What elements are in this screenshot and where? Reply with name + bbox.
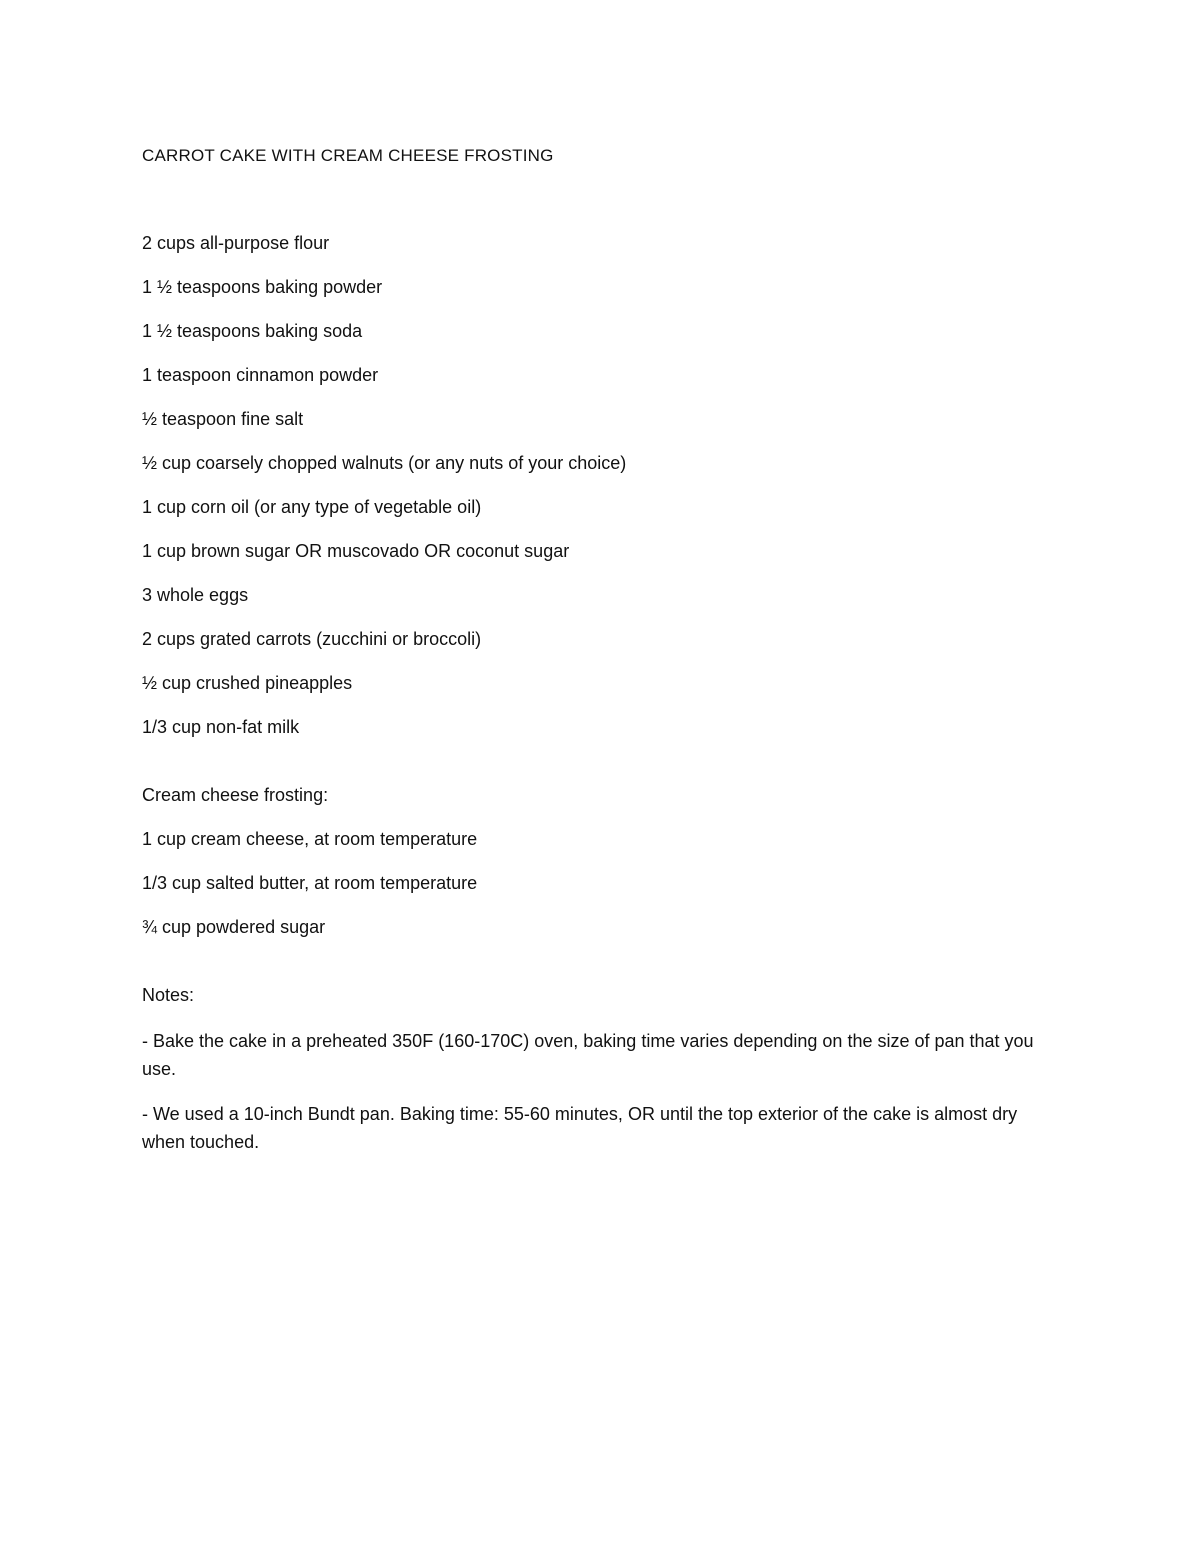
ingredient-item: 1 ½ teaspoons baking powder	[142, 277, 383, 297]
ingredient-item: ½ teaspoon fine salt	[142, 409, 304, 429]
frosting-section	[142, 783, 1042, 939]
notes-section	[142, 983, 1042, 1156]
frosting-item: ¾ cup powdered sugar	[142, 917, 326, 937]
ingredient-item: 3 whole eggs	[142, 585, 249, 605]
frosting-item: 1/3 cup salted butter, at room temperature	[142, 873, 478, 893]
ingredient-item: 1/3 cup non-fat milk	[142, 717, 300, 737]
frosting-item: 1 cup cream cheese, at room temperature	[142, 829, 478, 849]
recipe-content	[142, 144, 1042, 1156]
recipe-title: CARROT CAKE WITH CREAM CHEESE FROSTING	[142, 146, 554, 165]
notes-heading: Notes:	[142, 985, 195, 1005]
ingredient-item: 1 ½ teaspoons baking soda	[142, 321, 363, 341]
frosting-heading: Cream cheese frosting:	[142, 785, 329, 805]
ingredient-item: 2 cups all-purpose flour	[142, 233, 330, 253]
note-item: - Bake the cake in a preheated 350F (160-170C) oven, baking time varies depending on the size of pan that you use.	[142, 1031, 1034, 1079]
ingredient-item: 2 cups grated carrots (zucchini or broccoli)	[142, 629, 482, 649]
ingredient-item: 1 cup corn oil (or any type of vegetable oil)	[142, 497, 482, 517]
ingredient-item: ½ cup coarsely chopped walnuts (or any nuts of your choice)	[142, 453, 627, 473]
note-item: - We used a 10-inch Bundt pan. Baking time: 55-60 minutes, OR until the top exterior of the cake is almost dry when touched.	[142, 1104, 1018, 1152]
ingredient-item: 1 teaspoon cinnamon powder	[142, 365, 379, 385]
ingredient-item: ½ cup crushed pineapples	[142, 673, 353, 693]
ingredient-item: 1 cup brown sugar OR muscovado OR coconut sugar	[142, 541, 570, 561]
ingredient-list	[142, 231, 1042, 739]
